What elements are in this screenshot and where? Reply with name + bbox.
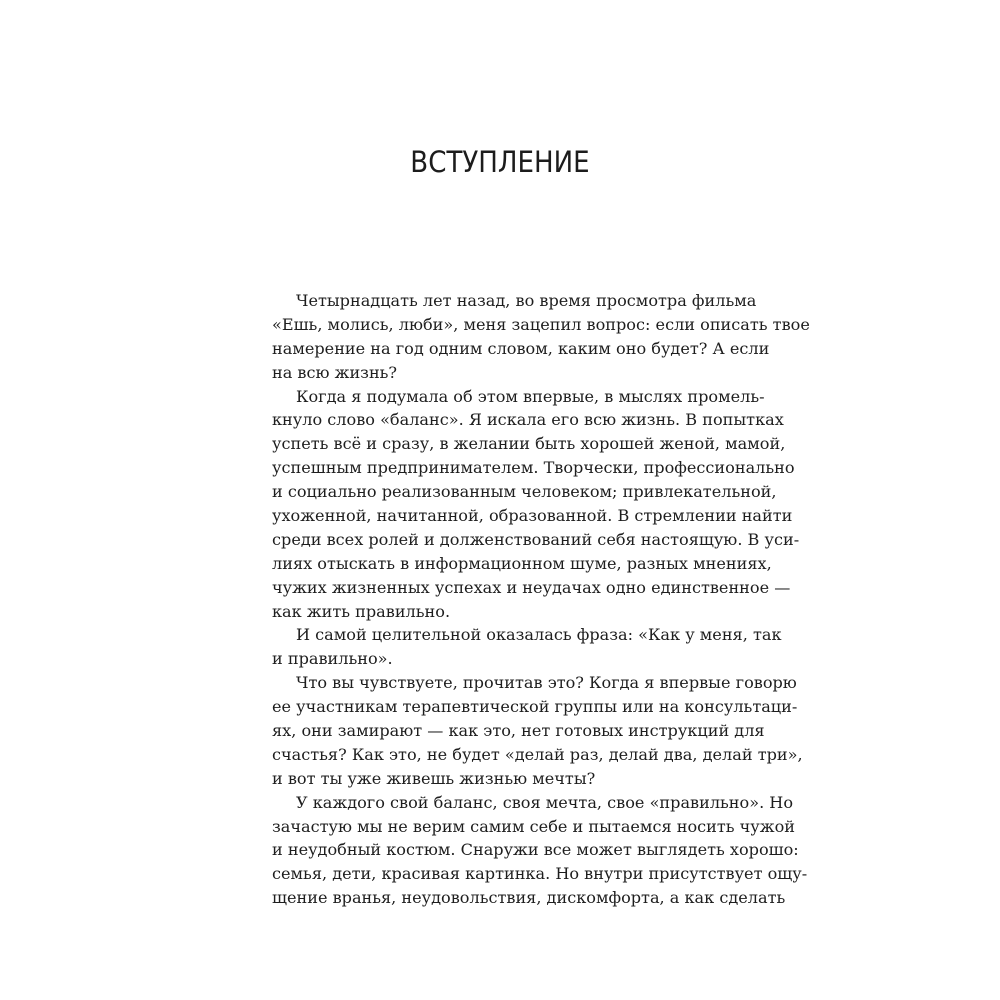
text-line: лиях отыскать в информационном шуме, разных мнениях, [272, 553, 772, 573]
text-line: и вот ты уже живешь жизнью мечты? [272, 768, 596, 788]
text-line: на всю жизнь? [272, 362, 398, 382]
text-line: и социально реализованным человеком; привлекательной, [272, 482, 777, 502]
text-line: счастья? Как это, не будет «делай раз, делай два, делай три», [272, 744, 803, 764]
text-line: ях, они замирают — как это, нет готовых инструкций для [272, 721, 765, 741]
text-line: успешным предпринимателем. Творчески, профессионально [272, 458, 795, 478]
text-line: Четырнадцать лет назад, во время просмотра фильма [296, 291, 757, 310]
body-text [272, 289, 810, 910]
text-line: ухоженной, начитанной, образованной. В стремлении найти [272, 506, 793, 526]
text-line: И самой целительной оказалась фраза: «Как у меня, так [296, 625, 782, 645]
text-line: семья, дети, красивая картинка. Но внутри присутствует ощу- [272, 864, 808, 884]
text-line: и правильно». [272, 649, 393, 669]
text-line: ее участникам терапевтической группы или на консультаци- [272, 697, 798, 717]
text-line: кнуло слово «баланс». Я искала его всю жизнь. В попытках [272, 410, 784, 430]
text-line: чужих жизненных успехах и неудачах одно единственное — [272, 577, 791, 597]
text-line: среди всех ролей и долженствований себя настоящую. В уси- [272, 529, 800, 549]
text-line: Когда я подумала об этом впервые, в мыслях промель- [296, 386, 765, 406]
text-line: щение вранья, неудовольствия, дискомфорта, а как сделать [272, 888, 786, 908]
text-line: как жить правильно. [272, 601, 451, 621]
text-line: зачастую мы не верим самим себе и пытаемся носить чужой [272, 816, 795, 836]
text-line: намерение на год одним словом, каким оно будет? А если [272, 338, 770, 358]
text-line: Что вы чувствуете, прочитав это? Когда я впервые говорю [296, 673, 797, 693]
text-line: успеть всё и сразу, в желании быть хорошей женой, мамой, [272, 434, 786, 454]
text-line: У каждого свой баланс, своя мечта, свое «правильно». Но [296, 792, 794, 812]
text-line: и неудобный костюм. Снаружи все может выглядеть хорошо: [272, 840, 799, 860]
chapter-title: ВСТУПЛЕНИЕ [410, 145, 590, 179]
text-line: «Ешь, молись, люби», меня зацепил вопрос: если описать твое [272, 314, 810, 334]
